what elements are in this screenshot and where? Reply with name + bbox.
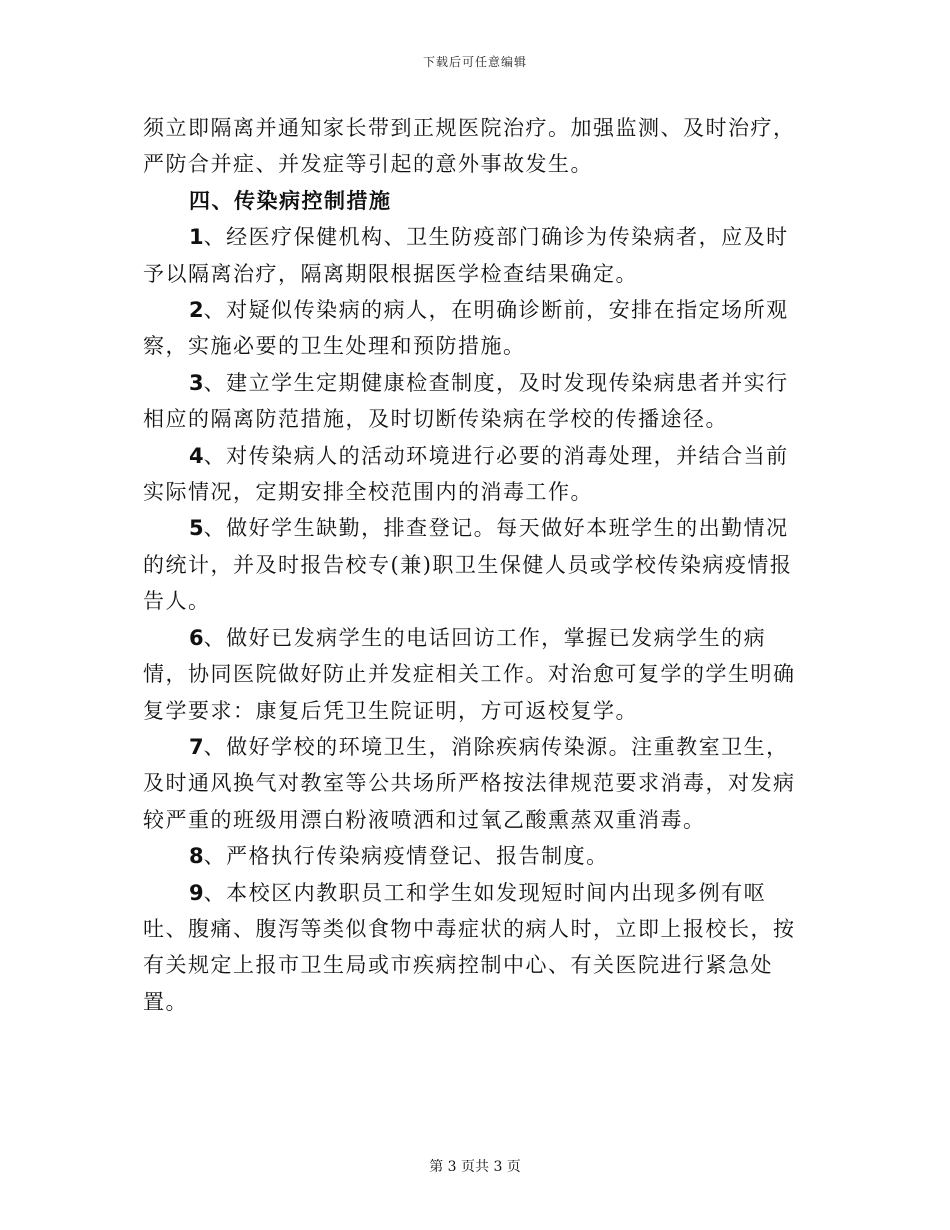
item-number: 3 [189, 370, 204, 395]
item-text: 、建立学生定期健康检查制度，及时发现传染病患者并实行相应的隔离防范措施，及时切断传染病在学校的传播途径。 [143, 370, 789, 432]
item-text: 、经医疗保健机构、卫生防疫部门确诊为传染病者，应及时予以隔离治疗，隔离期限根据医学检查结果确定。 [143, 225, 789, 286]
item-text: 、严格执行传染病疫情登记、报告制度。 [203, 844, 609, 869]
item-text: 、对疑似传染病的病人，在明确诊断前，安排在指定场所观察，实施必要的卫生处理和预防措施。 [143, 298, 789, 359]
item-text: 、做好已发病学生的电话回访工作，掌握已发病学生的病情，协同医院做好防止并发症相关工作。对治愈可复学的学生明确复学要求：康复后凭卫生院证明，方可返校复学。 [143, 625, 796, 723]
list-item [143, 729, 808, 838]
document-body [143, 110, 808, 1020]
item-text: 、做好学生缺勤，排查登记。每天做好本班学生的出勤情况的统计，并及时报告校专(兼)职卫生保健人员或学校传染病疫情报告人。 [143, 516, 793, 614]
item-number: 9 [189, 880, 204, 905]
section-heading: 四、传染病控制措施 [189, 187, 392, 213]
item-number: 5 [189, 516, 204, 541]
item-number: 1 [189, 225, 204, 250]
page-footer: 第 3 页共 3 页 [429, 1159, 521, 1175]
page-header: 下载后可任意编辑 [422, 55, 527, 69]
list-item [143, 438, 808, 511]
item-text: 、本校区内教职员工和学生如发现短时间内出现多例有呕吐、腹痛、腹泻等类似食物中毒症状的病人时，立即上报校长，按有关规定上报市卫生局或市疾病控制中心、有关医院进行紧急处置。 [143, 880, 796, 1014]
item-number: 6 [189, 625, 204, 650]
list-item [143, 292, 808, 365]
item-text: 、对传染病人的活动环境进行必要的消毒处理，并结合当前实际情况，定期安排全校范围内的消毒工作。 [143, 443, 789, 505]
list-item [143, 620, 808, 729]
list-item [143, 365, 808, 438]
item-number: 2 [189, 298, 204, 323]
list-item [143, 838, 808, 874]
item-text: 、做好学校的环境卫生，消除疾病传染源。注重教室卫生，及时通风换气对教室等公共场所严格按法律规范要求消毒，对发病较严重的班级用漂白粉液喷洒和过氧乙酸熏蒸双重消毒。 [143, 734, 796, 832]
item-number: 4 [189, 443, 204, 468]
item-number: 8 [189, 844, 204, 869]
list-item [143, 219, 808, 292]
paragraph-continuation: 须立即隔离并通知家长带到正规医院治疗。加强监测、及时治疗，严防合并症、并发症等引起的意外事故发生。 [143, 116, 796, 177]
list-item [143, 875, 808, 1021]
list-item [143, 510, 808, 619]
item-number: 7 [189, 734, 204, 759]
